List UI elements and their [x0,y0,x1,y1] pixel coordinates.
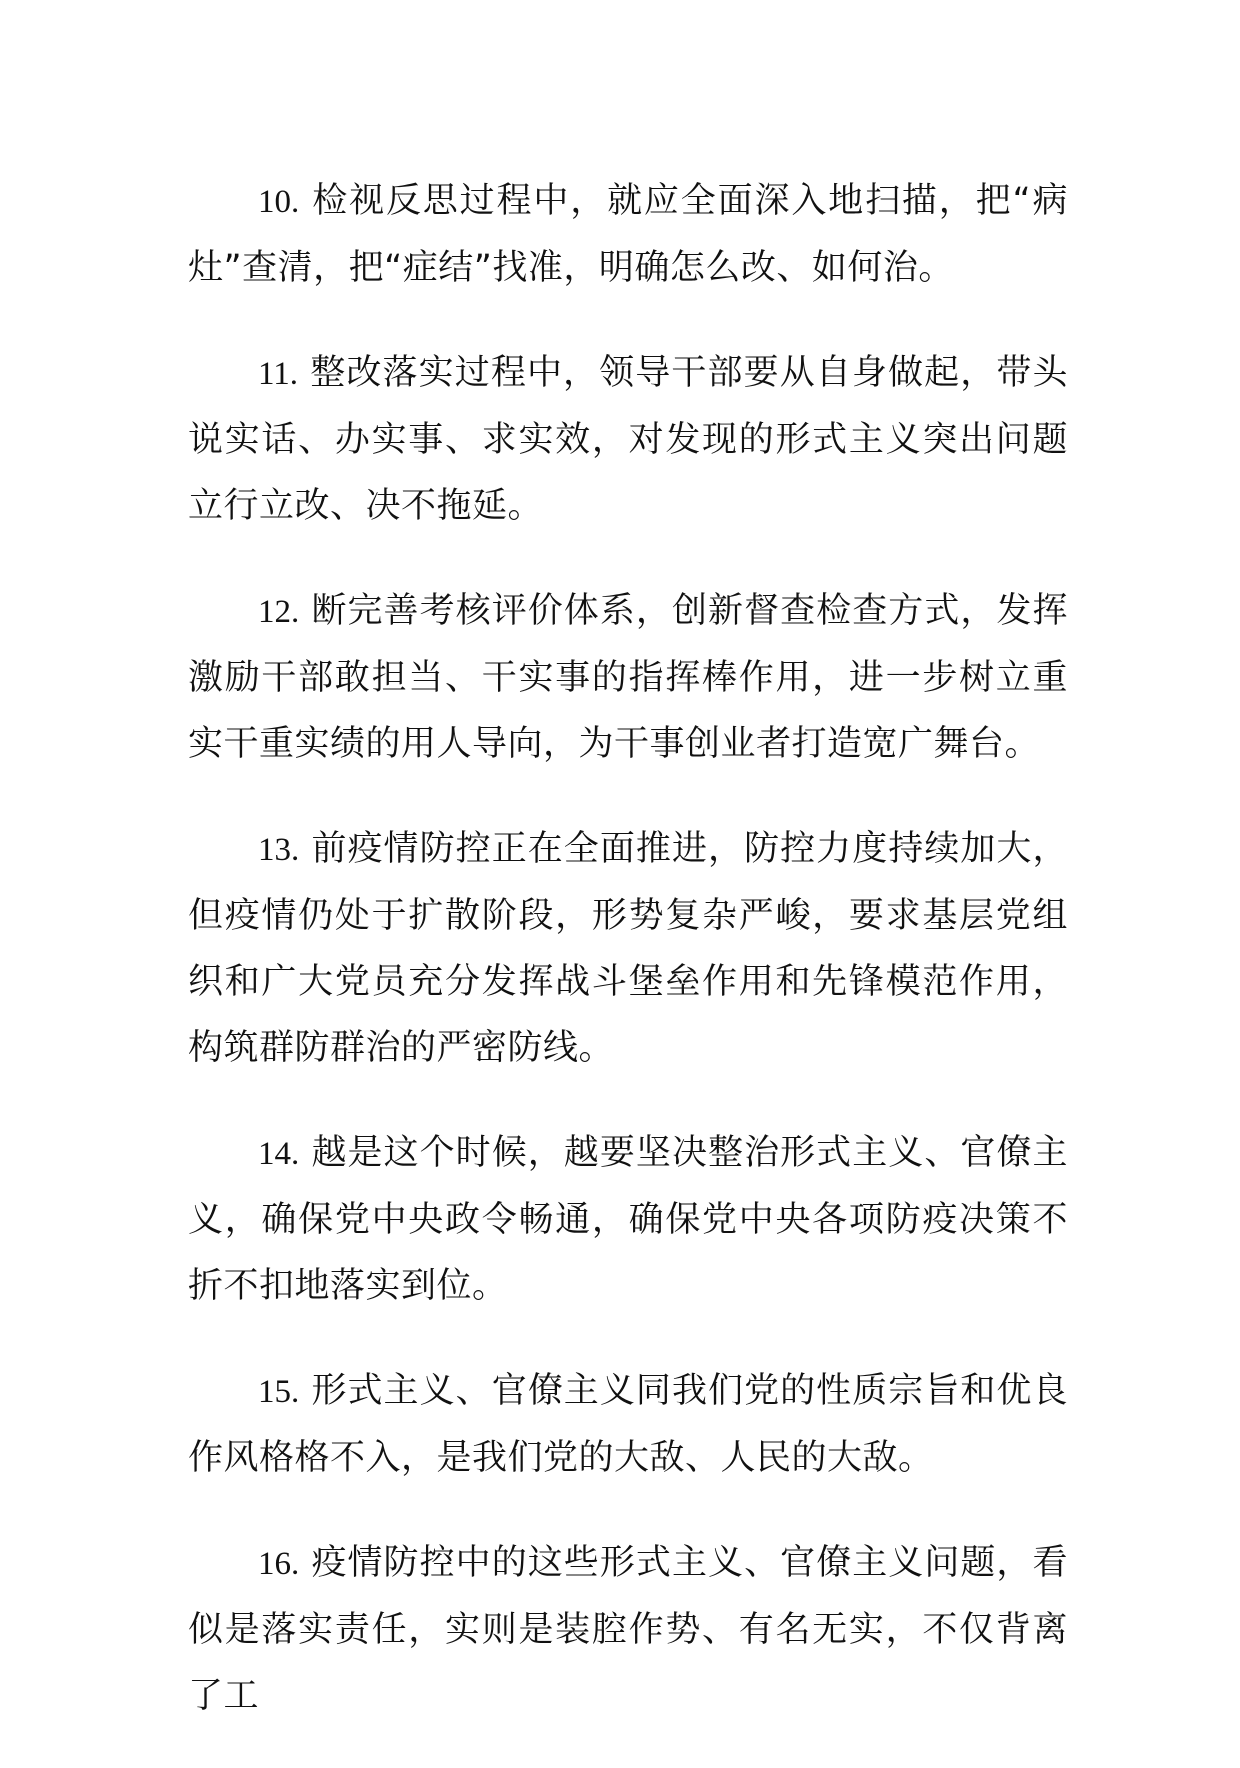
paragraph-text: 整改落实过程中，领导干部要从自身做起，带头说实话、办实事、求实效，对发现的形式主义突出问题立行立改、决不拖延。 [188,353,1068,526]
paragraph-number: 12. [258,594,300,630]
paragraph-text: 断完善考核评价体系，创新督查检查方式，发挥激励干部敢担当、干实事的指挥棒作用，进一步树立重实干重实绩的用人导向，为干事创业者打造宽广舞台。 [188,591,1068,764]
paragraph-text: 前疫情防控正在全面推进，防控力度持续加大，但疫情仍处于扩散阶段，形势复杂严峻，要求基层党组织和广大党员充分发挥战斗堡垒作用和先锋模范作用，构筑群防群治的严密防线。 [188,829,1068,1068]
paragraph-number: 15. [258,1374,300,1410]
paragraph-text: 疫情防控中的这些形式主义、官僚主义问题，看似是落实责任，实则是装腔作势、有名无实，不仅背离了工 [188,1543,1068,1716]
paragraph-text: 检视反思过程中，就应全面深入地扫描，把“病灶”查清，把“症结”找准，明确怎么改、如何治。 [188,181,1068,288]
paragraph-number: 14. [258,1136,300,1172]
paragraph-number: 10. [258,184,300,220]
paragraph-14 [188,1120,1068,1319]
paragraph-15 [188,1358,1068,1491]
paragraph-10 [188,168,1068,301]
paragraph-16 [188,1530,1068,1729]
paragraph-number: 11. [258,356,299,392]
paragraph-text: 形式主义、官僚主义同我们党的性质宗旨和优良作风格格不入，是我们党的大敌、人民的大敌。 [188,1371,1068,1478]
paragraph-number: 13. [258,832,300,868]
paragraph-text: 越是这个时候，越要坚决整治形式主义、官僚主义，确保党中央政令畅通，确保党中央各项防疫决策不折不扣地落实到位。 [188,1133,1068,1306]
paragraph-13 [188,816,1068,1081]
paragraph-11 [188,340,1068,539]
paragraph-number: 16. [258,1546,300,1582]
document-body [188,168,1068,1768]
paragraph-12 [188,578,1068,777]
